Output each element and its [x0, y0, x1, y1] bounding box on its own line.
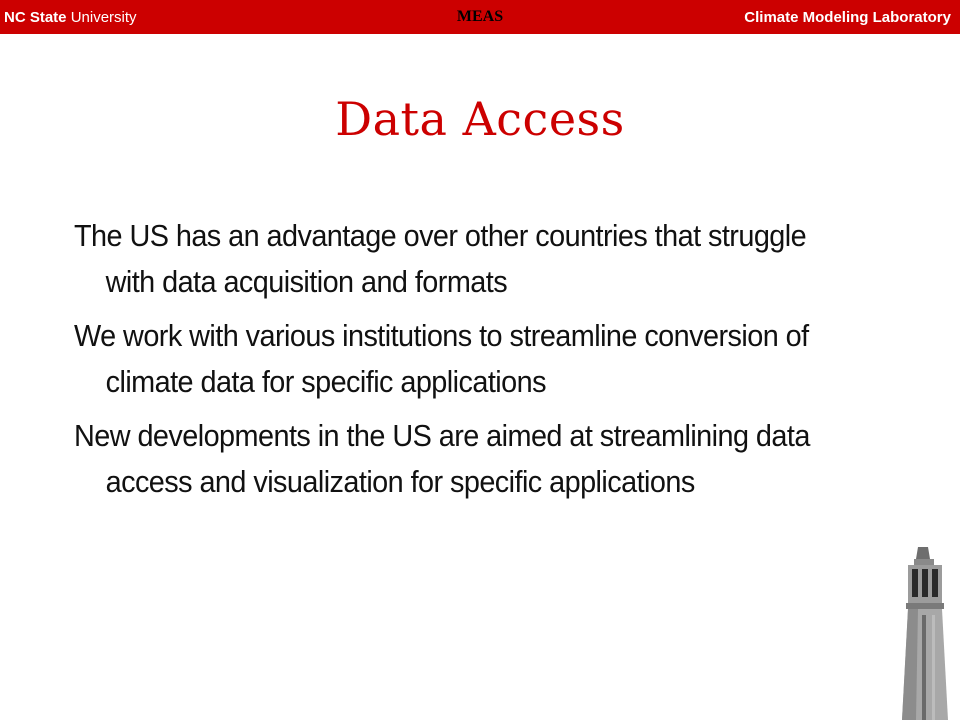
- bullet-item: We work with various institutions to streamline conversion of climate data for specific applications: [74, 318, 809, 399]
- header-institution-bold: NC State: [4, 8, 67, 26]
- belltower-icon: [888, 545, 960, 720]
- header-department: MEAS: [456, 8, 504, 25]
- header-bar: [0, 0, 960, 34]
- header-lab: [744, 9, 951, 26]
- header-institution: [4, 9, 137, 26]
- bullet-list: [74, 213, 846, 513]
- header-institution-regular: University: [70, 8, 137, 26]
- bullet-item: The US has an advantage over other countries that struggle with data acquisition and formats: [74, 218, 807, 299]
- bullet-item: New developments in the US are aimed at streamlining data access and visualization for specific applications: [74, 418, 810, 499]
- slide-title: Data Access: [335, 92, 625, 146]
- header-lab-label: Climate Modeling Laboratory: [744, 8, 951, 26]
